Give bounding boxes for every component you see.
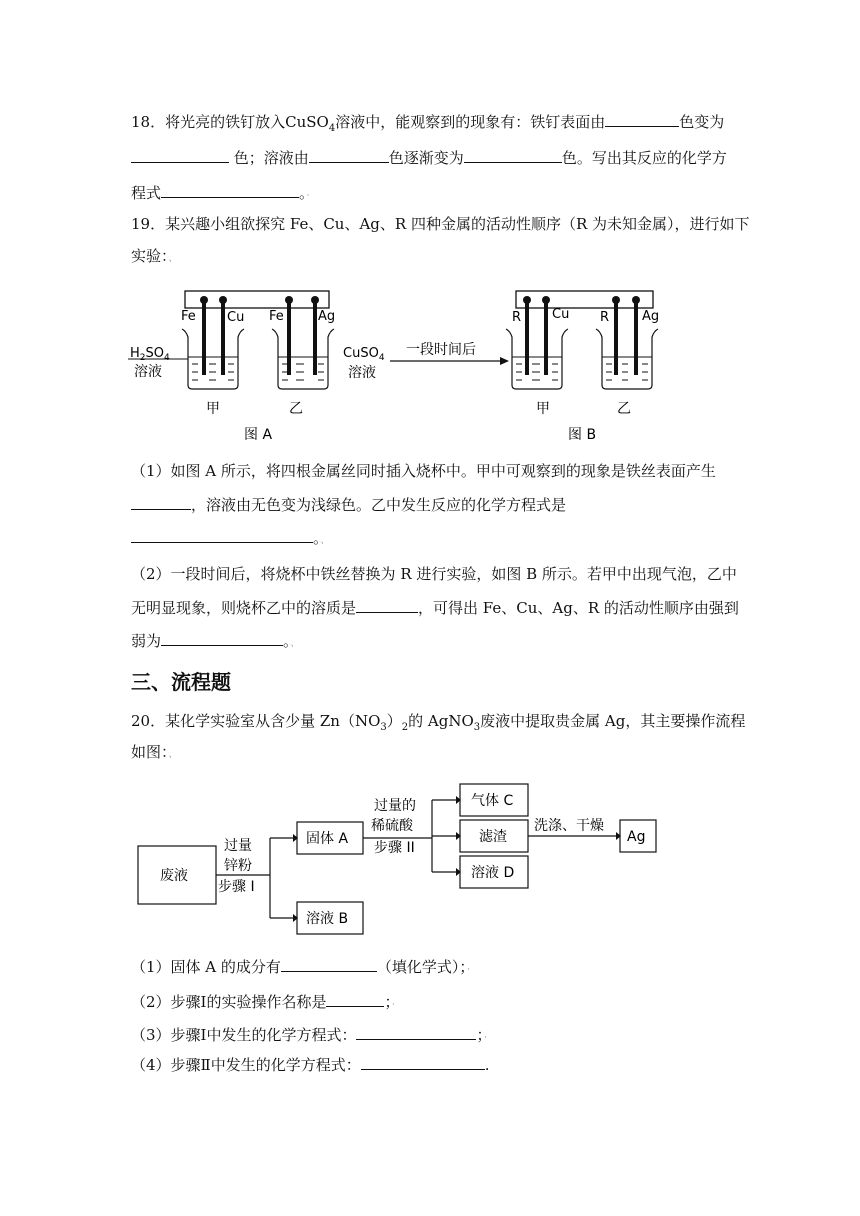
label-jia-a: 甲 — [206, 401, 220, 417]
section-heading: 三、流程题 — [131, 670, 231, 694]
q20-text: 如图： — [131, 743, 169, 761]
q19-line-2: 实验：、 — [131, 247, 178, 265]
q19-text: 弱为 — [131, 632, 162, 650]
q20-p4 — [131, 1054, 490, 1075]
q18-subscript: 4 — [328, 123, 336, 134]
q20-p3: （3）步骤Ⅰ中发生的化学方程式： ；· — [131, 1026, 487, 1044]
answer-blank-step2-equation[interactable] — [361, 1054, 485, 1070]
label-fe-1: Fe — [181, 309, 196, 324]
label-waste: 废液 — [160, 868, 188, 884]
q19-line-1: 19．某兴趣小组欲探究 Fe、Cu、Ag、R 四种金属的活动性顺序（R 为未知金属），进行如下 — [131, 215, 750, 233]
answer-blank-solid-a[interactable] — [281, 956, 377, 972]
label-yi-a: 乙 — [289, 401, 303, 417]
q19-p2-line-2 — [131, 597, 739, 618]
answer-blank-phenomenon[interactable] — [131, 494, 191, 510]
label-solid-a: 固体 A — [306, 831, 349, 847]
label-jia-b: 甲 — [536, 401, 550, 417]
answer-blank-solution-color2[interactable] — [464, 147, 562, 163]
answer-blank-equation[interactable] — [161, 182, 299, 198]
q19-p2-line-1: （2）一段时间后，将烧杯中铁丝替换为 R 进行实验，如图 B 所示。若甲中出现气泡，乙中 — [131, 565, 737, 583]
label-step2-line1: 过量的 — [374, 798, 416, 814]
label-step1-line3: 步骤 I — [218, 879, 255, 895]
q20-text: （填化学式）； — [376, 958, 467, 976]
answer-blank-color2[interactable] — [131, 147, 229, 163]
q20-p1: （1）固体 A 的成分有 （填化学式）；· — [131, 958, 470, 976]
answer-blank-solution-color1[interactable] — [309, 147, 389, 163]
q18-text: 色逐渐变为 — [388, 149, 464, 167]
label-step1-line1: 过量 — [224, 838, 252, 854]
q20-subscript: 2 — [401, 722, 409, 733]
q19-text: ，溶液由无色变为浅绿色。乙中发生反应的化学方程式是 — [191, 496, 567, 514]
q18-text: 色。写出其反应的化学方 — [561, 149, 727, 167]
label-cu-2: Cu — [552, 307, 570, 322]
q20-text: （1）固体 A 的成分有 — [131, 958, 281, 976]
label-ag-1: Ag — [318, 309, 336, 324]
label-cuso4: CuSO$_4$ — [343, 346, 385, 363]
solution-a-jia — [188, 357, 238, 380]
q20-subscript: 3 — [380, 722, 387, 733]
answer-blank-color1[interactable] — [605, 111, 679, 127]
q18-line-1 — [131, 111, 724, 139]
label-r-1: R — [512, 310, 522, 325]
q20-subscript: 3 — [473, 722, 481, 733]
label-solution-d: 溶液 D — [471, 865, 515, 881]
q18-text: 色变为 — [679, 113, 725, 131]
label-solution-b: 溶液 B — [306, 911, 349, 927]
answer-blank-solute[interactable] — [356, 597, 418, 613]
solution-a-yi — [278, 357, 328, 380]
wires-b — [527, 301, 636, 375]
solution-b-yi — [602, 357, 652, 380]
label-residue: 滤渣 — [479, 829, 507, 845]
caption-figure-a: 图 A — [244, 427, 273, 443]
beaker-figure — [128, 285, 688, 445]
label-gas-c: 气体 C — [471, 793, 514, 809]
q20-text: （4）步骤Ⅱ中发生的化学方程式： — [131, 1056, 361, 1074]
q19-text: 。 — [313, 529, 321, 547]
q19-text: 无明显现象，则烧杯乙中的溶质是 — [131, 599, 357, 617]
q20-line-2: 如图：、 — [131, 743, 178, 761]
q20-text: . — [484, 1056, 490, 1074]
q20-text: （3）步骤Ⅰ中发生的化学方程式： — [131, 1026, 357, 1044]
q19-p1-line-2 — [131, 494, 566, 515]
q18-line-2 — [131, 147, 727, 168]
q20-text: 废液中提取贵金属 Ag，其主要操作流程 — [480, 712, 746, 730]
q20-text: （2）步骤Ⅰ的实验操作名称是 — [131, 993, 327, 1011]
label-ag-2: Ag — [642, 309, 660, 324]
solution-b-jia — [512, 357, 562, 380]
q19-p1-line-1: （1）如图 A 所示，将四根金属丝同时插入烧杯中。甲中可观察到的现象是铁丝表面产生 — [131, 462, 716, 480]
q18-text: 色；溶液由 — [233, 149, 309, 167]
label-cu-1: Cu — [227, 310, 245, 325]
label-solution-2: 溶液 — [348, 365, 376, 381]
q18-text: 程式 — [131, 184, 162, 202]
label-step2-line3: 步骤 II — [374, 840, 415, 856]
label-fe-2: Fe — [269, 309, 284, 324]
label-solution-1: 溶液 — [134, 364, 162, 380]
q19-text: 实验： — [131, 247, 169, 265]
answer-blank-equation-yi[interactable] — [131, 527, 313, 543]
label-step2-line2: 稀硫酸 — [371, 818, 413, 834]
q19-text: ，可得出 Fe、Cu、Ag、R 的活动性顺序由强到 — [418, 599, 739, 617]
q19-p1-line-3: 。、 — [131, 527, 330, 551]
answer-blank-step1-equation[interactable] — [356, 1024, 476, 1040]
q20-p2: （2）步骤Ⅰ的实验操作名称是 ；· — [131, 993, 395, 1011]
q20-line-1 — [131, 711, 745, 738]
label-r-2: R — [600, 310, 610, 325]
q18-text: 18．将光亮的铁钉放入CuSO — [131, 113, 329, 131]
q19-text: 。 — [283, 632, 291, 650]
q18-line-3: 程式 。· — [131, 184, 310, 202]
q20-text: ； — [476, 1026, 484, 1044]
q20-text: 的 AgNO — [408, 712, 474, 730]
flow-chart — [130, 778, 690, 943]
label-step1-line2: 锌粉 — [224, 858, 252, 874]
q20-text: ； — [384, 993, 392, 1011]
label-ag: Ag — [627, 829, 646, 845]
caption-figure-b: 图 B — [568, 427, 597, 443]
label-yi-b: 乙 — [617, 401, 631, 417]
label-h2so4: $H_2SO_4$ — [130, 346, 170, 363]
q18-text: 溶液中，能观察到的现象有：铁钉表面由 — [335, 113, 606, 131]
answer-blank-order[interactable] — [161, 630, 283, 646]
q18-text: 。 — [299, 184, 307, 202]
q20-text: ） — [386, 712, 402, 730]
label-wash-dry: 洗涤、干燥 — [534, 818, 604, 834]
arrow-label: 一段时间后 — [406, 342, 476, 358]
q19-p2-line-3: 弱为 。、 — [131, 632, 300, 650]
answer-blank-operation[interactable] — [326, 991, 384, 1007]
q20-text: 20．某化学实验室从含少量 Zn（NO — [131, 712, 381, 730]
